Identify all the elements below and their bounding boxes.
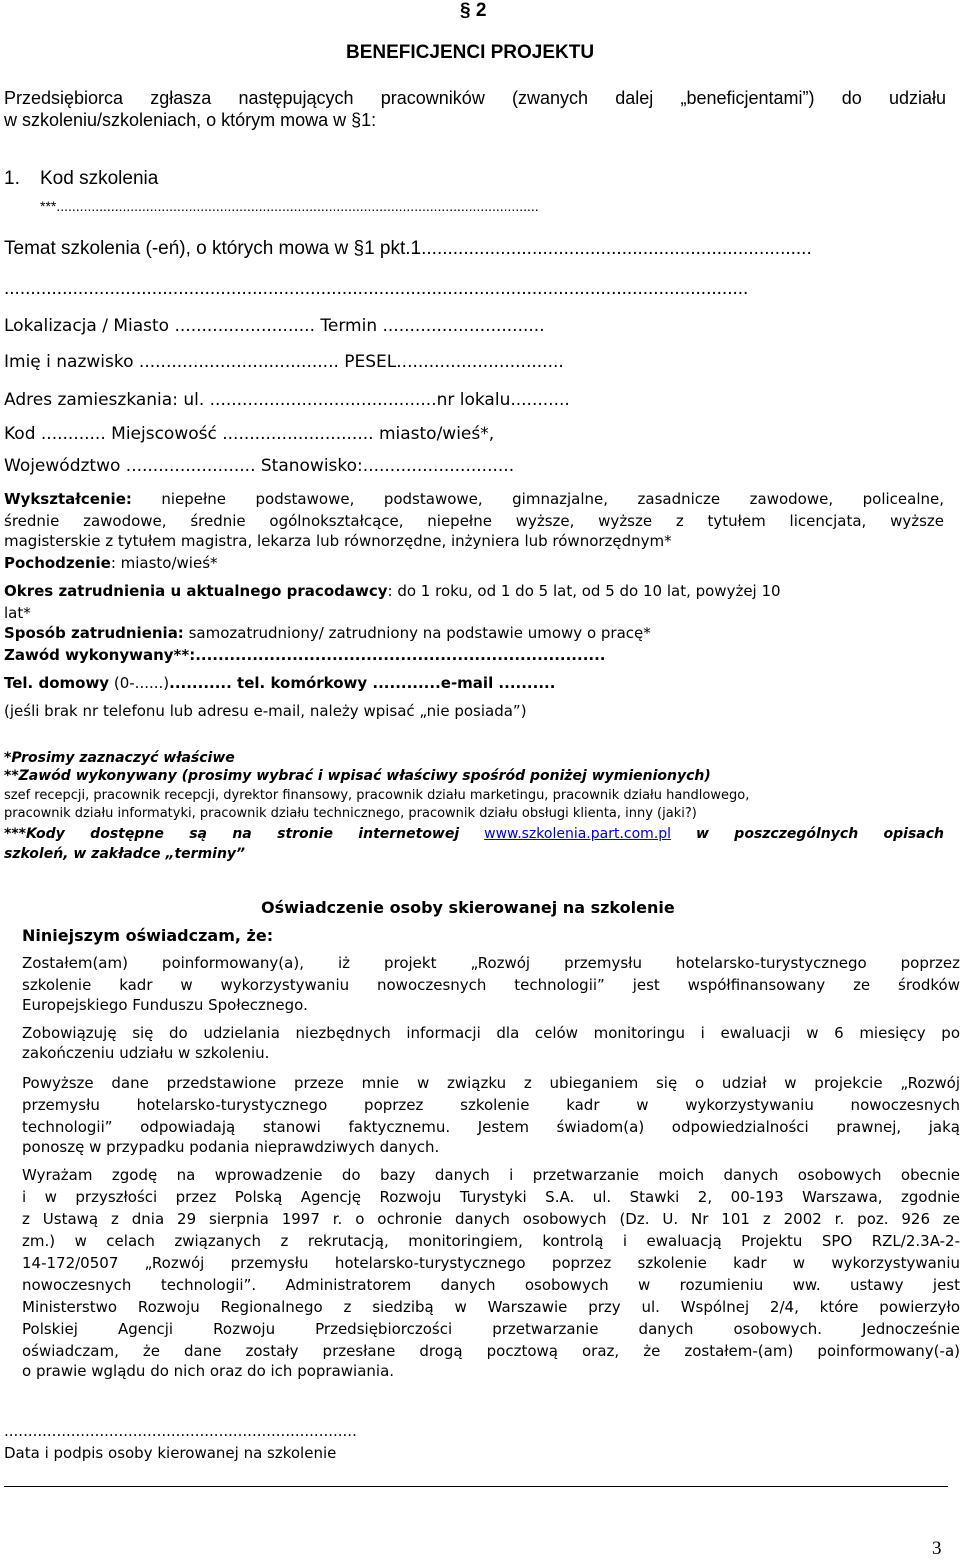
paragraph-line: i w przyszłości przez Polską Agencję Rozwoju Turystyki S.A. ul. Stawki 2, 00-193 Warszawa, zgodnie [22,1188,960,1206]
declaration-paragraph-3 [22,1072,960,1138]
zawody-list: szef recepcji, pracownik recepcji, dyrektor finansowy, pracownik działu marketingu, pracownik działu handlowego, [4,788,750,803]
paragraph-line: Polskiej Agencji Rozwoju Przedsiębiorczości przetwarzanie danych osobowych. Jednocześnie [22,1320,960,1338]
tel-domowy-label: Tel. domowy [4,674,110,692]
kod-szkolenia-label: Kod szkolenia [40,168,159,189]
zawody-list: pracownik działu informatyki, pracownik działu technicznego, pracownik działu obsługi klienta, inny (jaki?) [4,806,697,821]
intro-line: w szkoleniu/szkoleniach, o którym mowa w §1: [4,110,377,130]
kod-miejscowosc-field[interactable]: Kod ............ Miejscowość ............................ miasto/wieś*, [4,424,495,444]
note-1: *Prosimy zaznaczyć właściwe [4,750,235,766]
section-sign: § 2 [460,0,487,21]
note-3-prefix: ***Kody dostępne są na stronie internetowej [4,826,460,842]
sposob-row [4,624,651,642]
wyksztalcenie-row [4,488,944,510]
sposob-label: Sposób zatrudnienia: [4,624,184,642]
paragraph-line: nowoczesnych technologii”. Administratorem danych osobowych w rozumieniu ww. ustawy jest [22,1276,960,1294]
okres-label: Okres zatrudnienia u aktualnego pracodawcy [4,582,388,600]
okres-options-cont[interactable]: lat* [4,604,31,622]
note-2: **Zawód wykonywany (prosimy wybrać i wpisać właściwy spośród poniżej wymienionych) [4,768,711,784]
paragraph-line: o prawie wglądu do nich oraz do ich poprawiania. [22,1362,395,1380]
note-3 [4,824,944,846]
declaration-paragraph-2 [22,1022,960,1044]
paragraph-line: Powyższe dane przedstawione przeze mnie w związku z ubieganiem się o udział w projekcie „Rozwój [22,1074,960,1092]
wyksztalcenie-options[interactable]: niepełne podstawowe, podstawowe, gimnazjalne, zasadnicze zawodowe, policealne, [161,490,944,508]
signature-label: Data i podpis osoby kierowanej na szkolenie [4,1444,337,1462]
telefon-note: (jeśli brak nr telefonu lub adresu e-mail, należy wpisać „nie posiada”) [4,702,527,720]
intro-line: Przedsiębiorca zgłasza następujących pracowników (zwanych dalej „beneficjentami”) do udziału [4,88,946,108]
wojewodztwo-stanowisko-field[interactable]: Województwo ........................ Stanowisko:............................ [4,456,515,476]
paragraph-line: Wyrażam zgodę na wprowadzenie do bazy danych i przetwarzanie moich danych osobowych obecnie [22,1166,960,1184]
paragraph-line: technologii” odpowiadają stanowi faktycznemu. Jestem świadom(a) odpowiedzialności prawnej, jaką [22,1118,960,1136]
imie-pesel-field[interactable]: Imię i nazwisko ..................................... PESEL............................... [4,352,564,372]
temat-szkolenia-field[interactable]: Temat szkolenia (-eń), o których mowa w §1 pkt.1.......................................................................... [4,238,812,259]
zawod-field[interactable]: Zawód wykonywany**:........................................................................ [4,646,606,664]
paragraph-line: zm.) w celach związanych z rekrutacją, monitoringiem, kontrolą i ewaluacją Projektu SPO RZL/2.3A-2- [22,1232,960,1250]
paragraph-line: Europejskiego Funduszu Społecznego. [22,996,308,1014]
wyksztalcenie-row [4,510,944,532]
okres-options[interactable]: : do 1 roku, od 1 do 5 lat, od 5 do 10 lat, powyżej 10 [387,582,781,600]
okres-row [4,582,781,600]
temat-szkolenia-continuation[interactable]: ............................................................................................................................................. [4,278,749,299]
section-title: BENEFICJENCI PROJEKTU [346,42,595,63]
paragraph-line: Ministerstwo Rozwoju Regionalnego z siedzibą w Warszawie przy ul. Wspólnej 2/4, które powierzyło [22,1298,960,1316]
paragraph-line: oświadczam, że dane zostały przesłane drogą pocztową oraz, że zostałem-(am) poinformowany(-a) [22,1342,960,1360]
pochodzenie-options[interactable]: : miasto/wieś* [110,554,218,572]
tel-komorkowy-email[interactable]: ........... tel. komórkowy ............e-mail .......... [169,674,556,692]
paragraph-line: szkolenie kadr w wykorzystywaniu nowoczesnych technologii” jest współfinansowany ze środków [22,976,960,994]
pochodzenie-row [4,554,218,572]
declaration-intro: Niniejszym oświadczam, że: [22,926,274,945]
signature-field[interactable]: .......................................................................... [4,1422,357,1440]
item-number: 1. [4,168,20,189]
website-link[interactable]: www.szkolenia.part.com.pl [484,826,672,842]
paragraph-line: Zobowiązuję się do udzielania niezbędnych informacji dla celów monitoringu i ewaluacji w 6 miesięcy po [22,1024,960,1042]
sposob-options[interactable]: samozatrudniony/ zatrudniony na podstawie umowy o pracę* [183,624,651,642]
page-number: 3 [932,1538,942,1559]
wyksztalcenie-options[interactable]: średnie zawodowe, średnie ogólnokształcące, niepełne wyższe, wyższe z tytułem licencjata, wyższe [4,512,944,530]
lokalizacja-termin-field[interactable]: Lokalizacja / Miasto .......................... Termin .............................. [4,316,545,336]
intro-paragraph [4,86,946,108]
paragraph-line: ponoszę w przypadku podania nieprawdziwych danych. [22,1138,440,1156]
note-3-suffix: w poszczególnych opisach [696,826,945,842]
declaration-paragraph-1 [22,952,960,996]
paragraph-line: zakończeniu udziału w szkoleniu. [22,1044,270,1062]
note-3-line2: szkoleń, w zakładce „terminy” [4,846,246,862]
paragraph-line: Zostałem(am) poinformowany(a), iż projekt „Rozwój przemysłu hotelarsko-turystycznego poprzez [22,954,960,972]
footer-divider [4,1486,948,1487]
paragraph-line: przemysłu hotelarsko-turystycznego poprzez szkolenie kadr w wykorzystywaniu nowoczesnych [22,1096,960,1114]
paragraph-line: z Ustawą z dnia 29 sierpnia 1997 r. o ochronie danych osobowych (Dz. U. Nr 101 z 2002 r. poz. 926 ze [22,1210,960,1228]
pochodzenie-label: Pochodzenie [4,554,111,572]
telefon-row[interactable] [4,674,555,692]
kod-szkolenia-field[interactable]: ***............................................................................................................................ [40,198,539,214]
wyksztalcenie-options[interactable]: magisterskie z tytułem magistra, lekarza lub równorzędne, inżyniera lub równorzędnym* [4,532,672,550]
tel-domowy-value[interactable]: (0-......) [109,674,170,692]
declaration-title: Oświadczenie osoby skierowanej na szkolenie [261,898,675,917]
paragraph-line: 14-172/0507 „Rozwój przemysłu hotelarsko-turystycznego poprzez szkolenie kadr w wykorzystywaniu [22,1254,960,1272]
wyksztalcenie-label: Wykształcenie: [4,490,132,508]
declaration-paragraph-4 [22,1164,960,1362]
adres-field[interactable]: Adres zamieszkania: ul. ..........................................nr lokalu........... [4,390,570,410]
